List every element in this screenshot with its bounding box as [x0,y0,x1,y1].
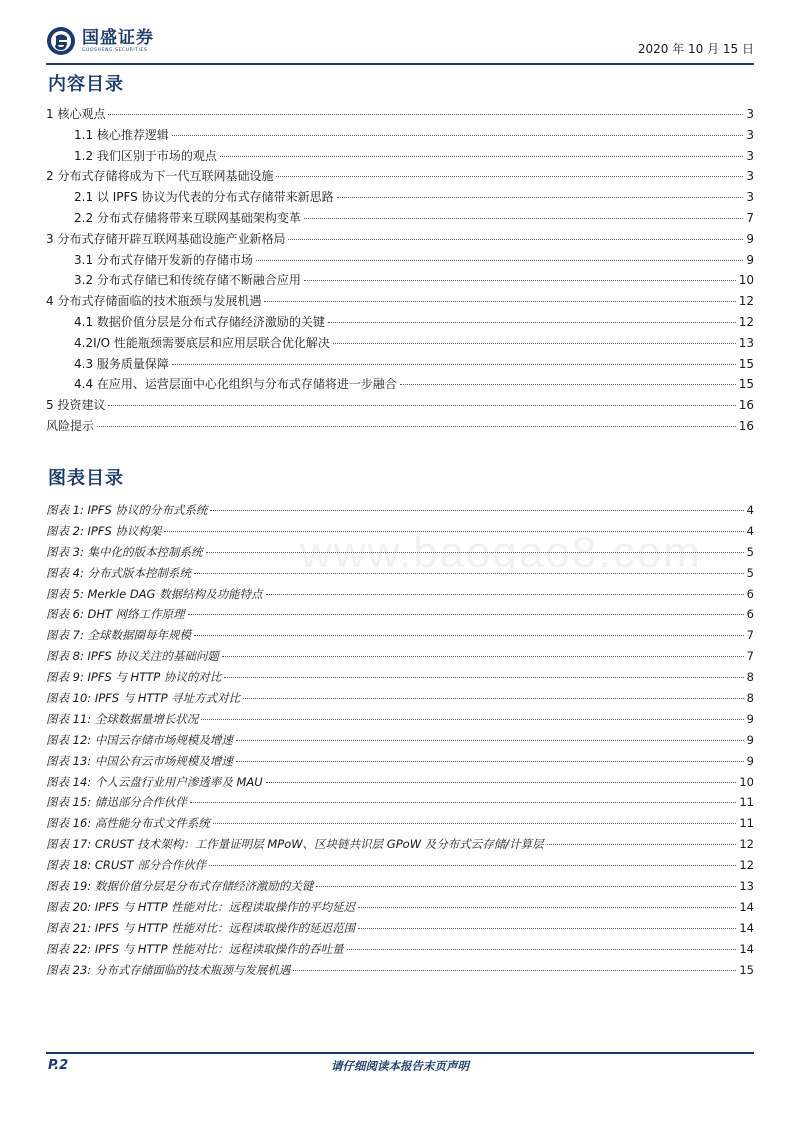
figure-entry[interactable] [46,792,754,813]
toc-entry[interactable] [46,291,754,312]
figure-entry-page-number: 10 [739,774,754,789]
figure-entry-label: 图表 10: IPFS 与 HTTP 寻址方式对比 [46,691,241,706]
toc-list [46,104,754,437]
figure-entry-page-number: 9 [746,711,754,726]
figure-entry-page-number: 5 [746,544,754,559]
dot-leader [304,218,743,219]
figure-entry-page-number: 12 [739,837,754,852]
figure-entry-page-number: 14 [739,941,754,956]
figure-entry[interactable] [46,918,754,939]
figure-entry-label: 图表 12: 中国云存储市场规模及增速 [46,732,233,747]
figure-entry[interactable] [46,667,754,688]
dot-leader [264,301,735,302]
footer-divider [46,1052,754,1054]
figure-entry-page-number: 15 [739,962,754,977]
toc-entry-label: 4 分布式存储面临的技术瓶颈与发展机遇 [46,294,262,309]
toc-entry-page-number: 3 [746,127,754,142]
toc-entry[interactable] [46,208,754,229]
toc-entry-page-number: 7 [746,210,754,225]
figure-entry[interactable] [46,688,754,709]
report-date: 2020 年 10 月 15 日 [637,42,754,56]
toc-entry-page-number: 3 [746,107,754,121]
figure-entry[interactable] [46,897,754,918]
figure-entry[interactable] [46,730,754,751]
figure-entry-label: 图表 8: IPFS 协议关注的基础问题 [46,649,219,664]
toc-entry[interactable] [46,187,754,208]
dot-leader [288,239,743,240]
dot-leader [108,405,735,406]
figure-entry-page-number: 7 [746,649,754,664]
figure-entry-label: 图表 16: 高性能分布式文件系统 [46,816,210,831]
toc-entry-label: 4.4 在应用、运营层面中心化组织与分布式存储将进一步融合 [74,377,397,392]
figure-entry-label: 图表 3: 集中化的版本控制系统 [46,544,203,559]
dot-leader [172,364,736,365]
dot-leader [222,656,744,657]
toc-entry-page-number: 13 [738,335,754,350]
brand-name: 国盛证券 [82,28,154,48]
figure-entry-page-number: 9 [746,732,754,747]
watermark: www.baogao8.com [300,528,702,577]
dot-leader [220,156,743,157]
toc-entry-label: 风险提示 [46,418,95,433]
figure-entry-label: 图表 1: IPFS 协议的分布式系统 [46,503,208,517]
dot-leader [328,322,736,323]
toc-entry-page-number: 9 [746,252,754,267]
toc-entry-page-number: 16 [738,418,754,433]
dot-leader [210,510,743,511]
dot-leader [224,677,743,678]
dot-leader [347,949,737,950]
toc-entry-label: 4.3 服务质量保障 [74,356,169,371]
toc-entry-label: 3.1 分布式存储开发新的存储市场 [74,252,253,267]
dot-leader [243,698,744,699]
figure-entry[interactable] [46,751,754,772]
figure-entry[interactable] [46,604,754,625]
toc-entry[interactable] [46,229,754,250]
toc-entry-page-number: 12 [738,294,754,309]
figure-entry-page-number: 8 [746,670,754,685]
dot-leader [213,823,737,824]
toc-entry[interactable] [46,270,754,291]
figure-entry-label: 图表 17: CRUST 技术架构：工作量证明层 MPoW、区块链共识层 GPoW 及分布式云存储/计算层 [46,837,544,852]
toc-entry[interactable] [46,333,754,354]
figure-entry-label: 图表 11: 全球数据量增长状况 [46,711,199,726]
toc-entry[interactable] [46,125,754,146]
dot-leader [293,970,736,971]
dot-leader [400,384,736,385]
toc-entry-label: 5 投资建议 [46,398,106,413]
toc-entry-label: 2.1 以 IPFS 协议为代表的分布式存储带来新思路 [74,190,334,205]
toc-entry-label: 3.2 分布式存储已和传统存储不断融合应用 [74,273,301,288]
figure-entry-label: 图表 18: CRUST 部分合作伙伴 [46,858,207,873]
dot-leader [266,782,737,783]
toc-entry-page-number: 16 [738,398,754,413]
figure-entry-page-number: 14 [739,899,754,914]
figure-entry[interactable] [46,834,754,855]
figure-entry[interactable] [46,960,754,981]
dot-leader [236,761,744,762]
figure-entry-label: 图表 6: DHT 网络工作原理 [46,607,185,622]
figure-entry-label: 图表 4: 分布式版本控制系统 [46,565,192,580]
dot-leader [236,740,744,741]
figure-entry-label: 图表 2: IPFS 协议构架 [46,523,162,538]
dot-leader [358,928,736,929]
toc-entry-page-number: 15 [738,356,754,371]
toc-entry-page-number: 9 [746,231,754,246]
toc-entry-page-number: 3 [746,169,754,184]
figure-entry-label: 图表 5: Merkle DAG 数据结构及功能特点 [46,586,263,601]
dot-leader [337,197,744,198]
dot-leader [304,280,736,281]
toc-entry[interactable] [46,416,754,437]
toc-entry[interactable] [46,395,754,416]
toc-entry-page-number: 15 [738,377,754,392]
figure-entry-page-number: 7 [746,628,754,643]
figure-entry-label: 图表 13: 中国公有云市场规模及增速 [46,753,233,768]
figure-entry-label: 图表 9: IPFS 与 HTTP 协议的对比 [46,670,222,685]
toc-entry-page-number: 12 [738,314,754,329]
figures-title: 图表目录 [48,468,124,489]
toc-entry-page-number: 3 [746,148,754,163]
figure-entry[interactable] [46,500,754,521]
toc-entry-label: 1.2 我们区别于市场的观点 [74,148,217,163]
figure-entry-page-number: 13 [739,879,754,894]
dot-leader [190,802,737,803]
figure-entry[interactable] [46,855,754,876]
toc-entry[interactable] [46,166,754,187]
figure-entry-page-number: 11 [739,816,754,831]
toc-entry-label: 4.2I/O 性能瓶颈需要底层和应用层联合优化解决 [74,335,330,350]
toc-entry[interactable] [46,312,754,333]
figure-entry-label: 图表 21: IPFS 与 HTTP 性能对比：远程读取操作的延迟范围 [46,920,356,935]
figure-entry-label: 图表 19: 数据价值分层是分布式存储经济激励的关键 [46,879,314,894]
header-divider [46,63,754,65]
dot-leader [316,886,736,887]
figure-entry-page-number: 8 [746,691,754,706]
toc-entry-page-number: 3 [746,190,754,205]
toc-entry-label: 3 分布式存储开辟互联网基础设施产业新格局 [46,231,286,246]
figure-entry[interactable] [46,772,754,793]
figure-entry[interactable] [46,709,754,730]
figure-entry-label: 图表 23: 分布式存储面临的技术瓶颈与发展机遇 [46,962,291,977]
brand-logo [46,26,154,56]
figure-entry[interactable] [46,876,754,897]
toc-entry[interactable] [46,250,754,271]
figure-entry-page-number: 11 [739,795,754,810]
dot-leader [201,719,743,720]
figure-entry-page-number: 4 [746,523,754,538]
brand-name-en: GUOSHENG SECURITIES [82,48,148,53]
figure-entry-page-number: 6 [746,586,754,601]
footer-disclaimer-note: 请仔细阅读本报告末页声明 [331,1059,469,1073]
page-number: P.2 [48,1058,69,1073]
figure-entry[interactable] [46,646,754,667]
toc-entry-label: 1.1 核心推荐逻辑 [74,127,169,142]
toc-entry-label: 2 分布式存储将成为下一代互联网基础设施 [46,169,274,184]
toc-entry-label: 2.2 分布式存储将带来互联网基础架构变革 [74,210,301,225]
toc-title: 内容目录 [48,74,124,95]
dot-leader [108,114,743,115]
toc-entry-label: 4.1 数据价值分层是分布式存储经济激励的关键 [74,314,325,329]
dot-leader [97,426,736,427]
figure-entry-label: 图表 14: 个人云盘行业用户渗透率及 MAU [46,774,263,789]
figure-entry-label: 图表 7: 全球数据圈每年规模 [46,628,192,643]
figure-entry[interactable] [46,813,754,834]
toc-entry[interactable] [46,146,754,167]
dot-leader [194,635,744,636]
figure-entry-page-number: 9 [746,753,754,768]
dot-leader [333,343,736,344]
figure-entry-page-number: 6 [746,607,754,622]
figure-entry-label: 图表 20: IPFS 与 HTTP 性能对比：远程读取操作的平均延迟 [46,899,356,914]
dot-leader [276,176,743,177]
dot-leader [256,260,743,261]
dot-leader [358,907,736,908]
figure-entry[interactable] [46,939,754,960]
figure-entry[interactable] [46,584,754,605]
dot-leader [209,865,736,866]
toc-entry-page-number: 10 [738,273,754,288]
dot-leader [188,614,744,615]
dot-leader [547,844,737,845]
figure-entry-page-number: 12 [739,858,754,873]
figure-entry-page-number: 4 [746,503,754,517]
dot-leader [172,135,743,136]
figure-entry-page-number: 5 [746,565,754,580]
figure-entry-label: 图表 15: 储迅部分合作伙伴 [46,795,187,810]
brand-logo-icon [46,26,76,56]
dot-leader [266,594,744,595]
page-header [46,22,754,62]
toc-entry[interactable] [46,374,754,395]
toc-entry-label: 1 核心观点 [46,107,106,121]
toc-entry[interactable] [46,104,754,125]
toc-entry[interactable] [46,354,754,375]
figure-entry[interactable] [46,625,754,646]
figure-entry-page-number: 14 [739,920,754,935]
figure-entry-label: 图表 22: IPFS 与 HTTP 性能对比：远程读取操作的吞吐量 [46,941,344,956]
